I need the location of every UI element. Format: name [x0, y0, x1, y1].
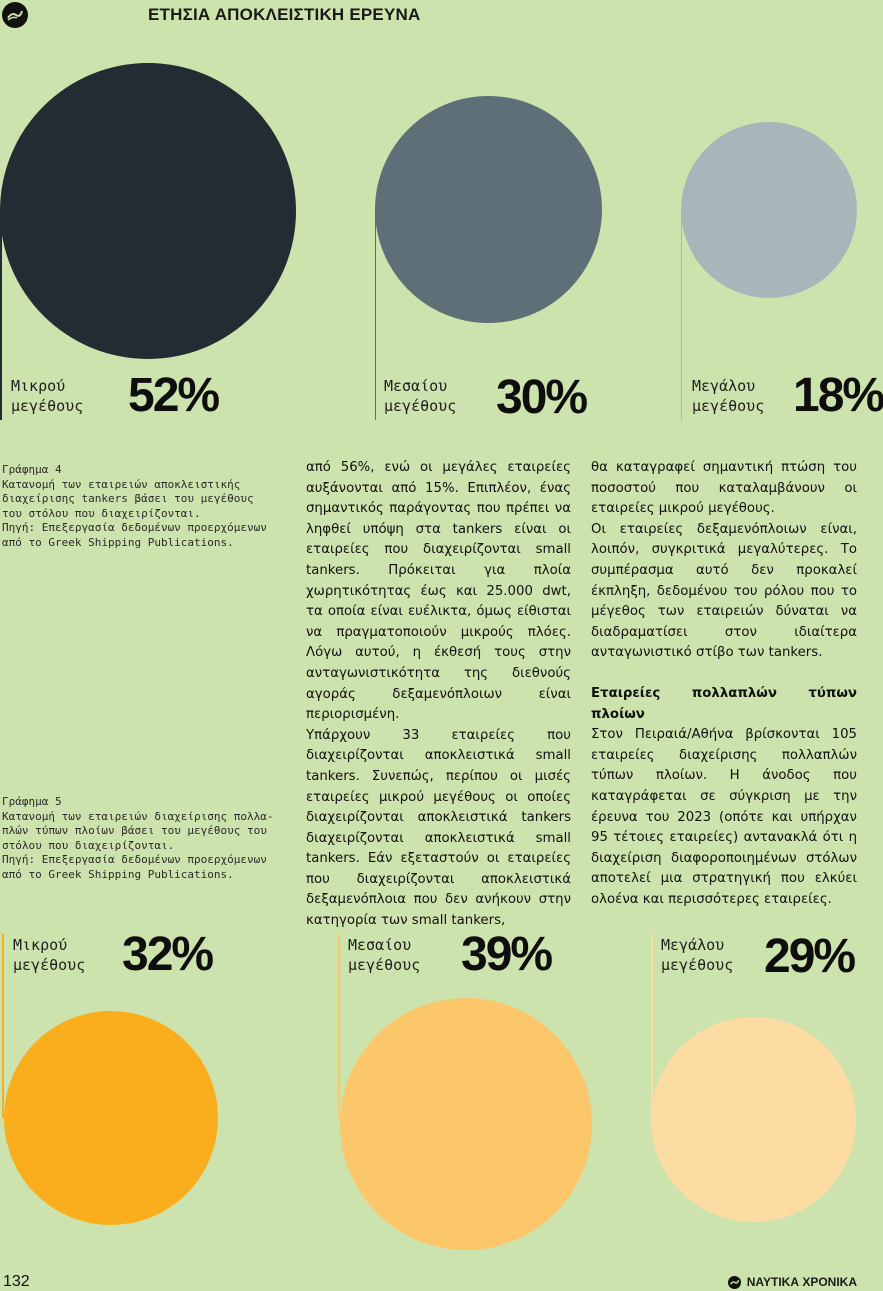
chart4-pct-small: 52%	[128, 369, 219, 422]
chart5-pct-medium: 39%	[461, 928, 552, 981]
wave-logo-icon	[2, 2, 28, 28]
article-paragraph: θα καταγραφεί σημαντική πτώση του ποσοστού που καταλαμβάνουν οι εταιρείες μικρού μεγέθους.	[591, 460, 857, 517]
chart4-bubble-small	[0, 63, 296, 359]
article-column-2	[591, 458, 857, 910]
article-paragraph: από 56%, ενώ οι μεγάλες εταιρείες αυξάνονται από 15%. Επιπλέον, ένας σημαντικός παράγοντας που πρέπει να ληφθεί υπόψη στα tankers είναι οι εταιρείες που διαχειρίζονται small tankers. Πρόκειται για πλοία χωρητικότητας έως και 25.000 dwt, τα οποία είναι ευέλικτα, όμως είθισται να πραγματοποιούν μικρούς πλόες. Λόγω αυτού, η έκθεσή τους στην ανταγωνιστικότητα της διεθνούς αγοράς δεξαμενόπλοιων είναι περιορισμένη.	[306, 460, 571, 723]
chart5-bubble-large	[651, 1017, 856, 1222]
wave-logo-icon	[728, 1276, 741, 1289]
article-column-1	[306, 458, 571, 932]
chart5-label-large: Μεγάλου μεγέθους	[661, 936, 734, 974]
chart4-label-medium: Μεσαίου μεγέθους	[384, 377, 457, 415]
chart5-bubble-small	[4, 1011, 218, 1225]
chart4-caption: Γράφημα 4 Κατανομή των εταιρειών αποκλειστικής διαχείρισης tankers βάσει του μεγέθους του στόλου που διαχειρίζονται. Πηγή: Επεξεργασία δεδομένων προερχόμενων από το Greek Shipping Publications.	[2, 463, 267, 549]
article-paragraph: Οι εταιρείες δεξαμενόπλοιων είναι, λοιπόν, συγκριτικά μεγαλύτερες. Το συμπέρασμα αυτό δεν προκαλεί έκπληξη, δεδομένου του ρόλου που το μέγεθος των εταιρειών δύναται να διαδραματίσει στον ιδιαίτερα ανταγωνιστικό στίβο των tankers.	[591, 521, 857, 661]
brand-name: ΝΑΥΤΙΚΑ ΧΡΟΝΙΚΑ	[746, 1275, 857, 1289]
chart4-line-large	[681, 210, 682, 420]
footer-brand	[728, 1275, 857, 1289]
page-number: 132	[3, 1273, 30, 1290]
chart5-pct-small: 32%	[122, 928, 213, 981]
chart4-line-medium	[375, 210, 376, 420]
chart5-label-medium: Μεσαίου μεγέθους	[348, 936, 421, 974]
chart5-caption: Γράφημα 5 Κατανομή των εταιρειών διαχείρισης πολλα- πλών τύπων πλοίων βάσει του μεγέθους του στόλου που διαχειρίζονται. Πηγή: Επεξεργασία δεδομένων προερχόμενων από το Greek Shipping Publications.	[2, 795, 274, 881]
chart4-bubble-medium	[375, 96, 602, 323]
chart4-bubble-large	[681, 122, 857, 298]
chart4-pct-medium: 30%	[496, 371, 587, 424]
chart4-pct-large: 18%	[793, 369, 883, 422]
chart4-line-small	[0, 210, 2, 420]
chart5-line-medium	[338, 934, 340, 1118]
chart5-pct-large: 29%	[764, 930, 855, 983]
article-paragraph: Στον Πειραιά/Αθήνα βρίσκονται 105 εταιρείες διαχείρισης πολλαπλών τύπων πλοίων. Η άνοδος που καταγράφεται σε σύγκριση με την έρευνα του 2023 (οπότε και υπήρχαν 95 τέτοιες εταιρείες) αντανακλά ότι η διαχείριση διαφοροποιημένων στόλων αποτελεί μια στρατηγική που ελκύει ολοένα και περισσότερες εταιρείες.	[591, 727, 857, 907]
chart5-line-large	[651, 934, 653, 1118]
chart5-bubble-medium	[340, 998, 592, 1250]
chart4-label-small: Μικρού μεγέθους	[11, 377, 84, 415]
chart5-label-small: Μικρού μεγέθους	[13, 936, 86, 974]
chart5-line-small	[2, 934, 4, 1118]
section-title: ΕΤΗΣΙΑ ΑΠΟΚΛΕΙΣΤΙΚΗ ΕΡΕΥΝΑ	[148, 5, 421, 24]
article-paragraph: Υπάρχουν 33 εταιρείες που διαχειρίζονται αποκλειστικά small tankers. Συνεπώς, περίπου οι μισές εταιρείες μικρού μεγέθους οι οποίες διαχειρίζονται αποκλειστικά tankers διαχειρίζονται αποκλειστικά small tankers. Εάν εξεταστούν οι εταιρείες που διαχειρίζονται αποκλειστικά δεξαμενόπλοια που δεν ανήκουν στην κατηγορία των small tankers,	[306, 727, 571, 929]
chart4-label-large: Μεγάλου μεγέθους	[692, 377, 765, 415]
article-subheading: Εταιρείες πολλαπλών τύπων πλοίων	[591, 685, 857, 722]
